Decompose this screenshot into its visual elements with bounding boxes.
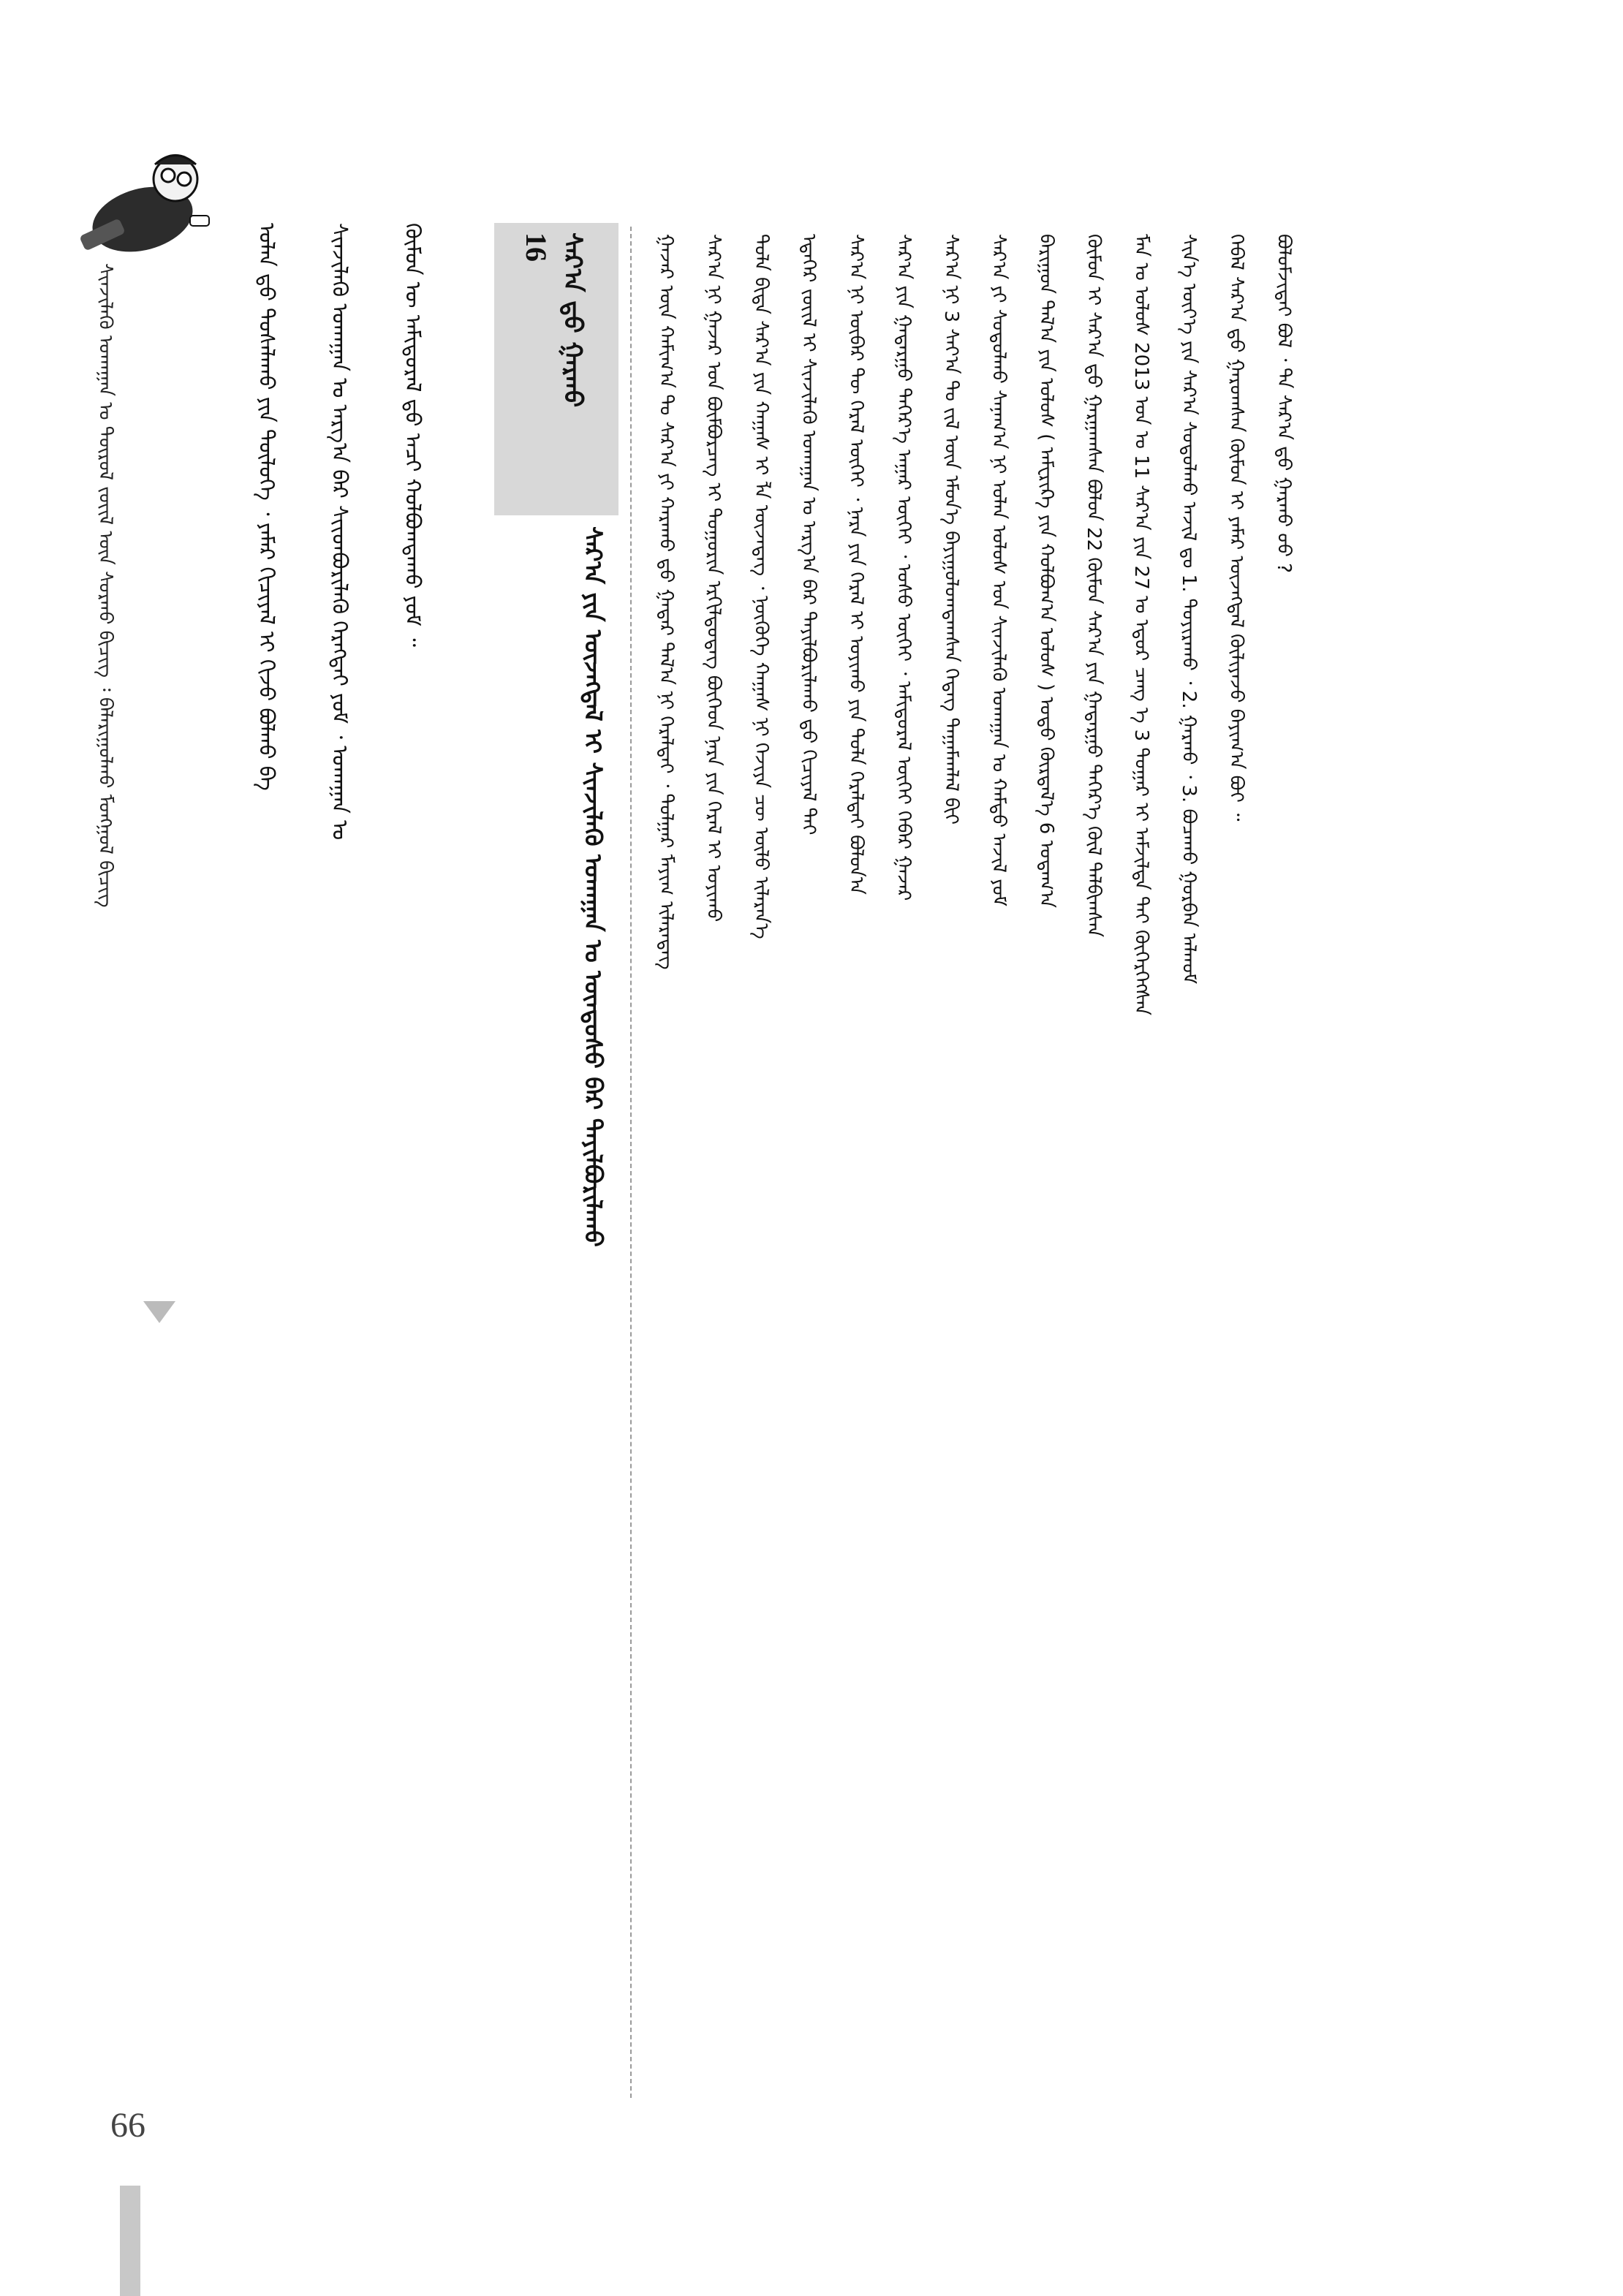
page-number: 66	[110, 2106, 145, 2145]
body-line: ᠮᠠᠨ ᠤ ᠤᠯᠤᠰ 2013 ᠣᠨ ᠤ 11 ᠰᠠᠷ᠎ᠠ ᠶᠢᠨ 27 ᠤ ᠡᠳᠦᠷ ᠴᠠᠩ ᠡ 3 ᠳᠤᠭᠠᠷ ᠢ ᠠᠮᠵᠢᠯᠲᠠ ᠲᠠᠢ ᠬᠥᠭᠡᠷᠭᠡᠭᠰᠡᠨ	[1130, 234, 1152, 1015]
dashed-divider	[630, 227, 632, 2098]
section-title: ᠰᠠᠷ᠎ᠠ ᠳ᠋ᠤ ᠭᠠᠷᠬᠤ	[558, 232, 587, 408]
header-arrow-icon	[143, 1301, 175, 1323]
body-line: ᠡᠳᠡᠭᠡᠷ ᠵᠦᠢᠯ ᠢ ᠰᠢᠨᠵᠢᠯᠡᠬᠦ ᠤᠬᠠᠭᠠᠨ ᠤ ᠠᠷᠭ᠎ᠠ ᠪᠠᠷ ᠲᠠᠶᠢᠯᠪᠤᠷᠢᠯᠠᠬᠤ ᠳ᠋ᠤ ᠬᠢᠴᠢᠶᠡᠯ ᠲᠠᠢ	[798, 234, 820, 836]
section-subtitle: ᠰᠠᠷ᠎ᠠ ᠶᠢᠨ ᠦᠵᠡᠭᠳᠡᠯ ᠢ ᠰᠢᠨᠵᠢᠯᠡᠬᠦ ᠤᠬᠠᠭᠠᠨ ᠤ ᠦᠨᠳᠦᠰᠦ ᠪᠡᠷ ᠲᠠᠶᠢᠯᠪᠤᠷᠢᠯᠠᠬᠤ	[579, 526, 608, 1247]
body-line: ᠰᠠᠷ᠎ᠠ ᠨᠢ ᠭᠠᠵᠠᠷ ᠤᠨ ᠪᠥᠮᠪᠥᠷᠴᠡᠭ ᠢ ᠲᠣᠭᠣᠷᠢᠨ ᠡᠷᠭᠢᠯᠳᠦᠳᠡᠭ ᠪᠥᠭᠡᠳ ᠨᠠᠷᠠ ᠶᠢᠨ ᠭᠡᠷᠡᠯ ᠢ ᠣᠶᠢᠬᠤ	[703, 234, 725, 922]
intro-line: ᠬᠦᠮᠦᠨ ᠦ ᠠᠮᠢᠳᠤᠷᠠᠯ ᠳ᠋ᠤ ᠠᠴᠢ ᠬᠣᠯᠪᠣᠭᠳᠠᠬᠤ ᠶᠤᠮ ᠃	[401, 223, 425, 647]
boy-mascot-icon	[66, 135, 219, 274]
body-line: ᠲᠤᠯᠠ ᠪᠢᠳᠡ ᠰᠠᠷ᠎ᠠ ᠶᠢᠨ ᠬᠠᠭᠠᠰ ᠢ ᠯᠠ ᠦᠵᠡᠳᠡᠭ ᠂ ᠨᠥᠭᠦᠭᠡ ᠬᠠᠭᠠᠰ ᠨᠢ ᠬᠡᠵᠢᠶᠡ ᠴᠦ ᠦᠯᠦ ᠢᠯᠡᠷᠡᠨ᠎ᠡ	[750, 234, 772, 939]
body-line: ᠰᠠᠷ᠎ᠠ ᠨᠢ ᠥᠪᠡᠷ ᠲᠦ ᠭᠡᠷᠡᠯ ᠦᠭᠡᠢ ᠂ ᠨᠠᠷᠠ ᠶᠢᠨ ᠭᠡᠷᠡᠯ ᠢ ᠣᠶᠢᠬᠤ ᠶᠢᠨ ᠲᠤᠯᠠ ᠭᠡᠷᠡᠯᠲᠡᠢ ᠪᠣᠯᠤᠨ᠎ᠠ	[845, 234, 867, 895]
body-line: ᠭᠠᠵᠠᠷ ᠦᠨ ᠬᠠᠮᠢᠭ᠎ᠠ ᠲᠤ ᠰᠠᠷ᠎ᠠ ᠶᠢ ᠬᠠᠷᠠᠬᠤ ᠳ᠋ᠤ ᠭᠠᠳᠠᠷ ᠲᠠᠯ᠎ᠠ ᠨᠢ ᠭᠡᠷᠡᠯᠲᠡᠢ ᠂ ᠲᠤᠯᠭᠠᠷ ᠮᠠᠶᠢᠭ ᠢᠯᠡᠷᠡᠳᠡᠭ	[655, 234, 677, 970]
body-line: ᠰᠠᠷ᠎ᠠ ᠨᠢ 3 ᠰᠠᠶ᠎ᠠ ᠲᠤ ᠵᠢᠯ ᠦᠨ ᠡᠮᠦᠨ᠎ᠡ ᠪᠠᠶᠢᠭᠤᠯᠤᠭᠳᠠᠭᠰᠠᠨ ᠭᠡᠳᠡᠭ ᠲᠠᠭᠠᠮᠠᠭᠯᠠᠯ ᠪᠢᠢ	[940, 234, 962, 825]
body-line: ᠪᠠᠷᠢᠭᠤᠨ ᠲᠠᠯ᠎ᠠ ᠶᠢᠨ ᠤᠯᠤᠰ ( ᠠᠮᠸᠷᠢᠺᠠ ᠶᠢᠨ ᠬᠣᠯᠪᠣᠭ᠎ᠠ ᠤᠯᠤᠰ ) ᠣᠳᠣ ᠬᠦᠷᠲᠡᠯ᠎ᠡ 6 ᠤᠳᠠᠭ᠎ᠠ	[1035, 234, 1057, 908]
page-edge-bar	[120, 2186, 140, 2296]
section-number: 16	[520, 232, 553, 262]
body-line: ᠰᠠᠷ᠎ᠠ ᠶᠢᠨ ᠭᠠᠳᠠᠷᠭᠤ ᠳᠡᠭᠡᠷ᠎ᠡ ᠠᠭᠠᠷ ᠦᠭᠡᠢ ᠂ ᠤᠰᠤ ᠦᠭᠡᠢ ᠂ ᠠᠮᠢᠳᠤᠷᠠᠯ ᠦᠭᠡᠢ ᠬᠡᠪᠡᠷ ᠭᠠᠵᠠᠷ	[893, 234, 915, 901]
intro-line: ᠣᠯᠠᠨ ᠳ᠋ᠤ ᠲᠤᠰᠠᠯᠠᠬᠤ ᠶᠢᠨ ᠲᠥᠯᠥᠭᠡ ᠂ ᠶᠠᠮᠠᠷ ᠬᠢᠴᠢᠶᠡᠯ ᠢ ᠬᠢᠵᠦ ᠪᠣᠯᠬᠤ ᠪᠡ	[254, 223, 279, 791]
running-header: ᠰᠢᠨᠵᠢᠯᠡᠬᠦ ᠤᠬᠠᠭᠠᠨ ᠤ ᠲᠦᠷᠦᠯ ᠵᠦᠢᠯ ᠦᠨ ᠰᠤᠷᠬᠤ ᠪᠢᠴᠢᠭ ᠄ ᠪᠠᠯᠠᠷᠢᠭᠤᠯᠬᠤ ᠮᠣᠩᠭᠣᠯ ᠪᠢᠴᠢᠭ	[94, 263, 116, 908]
body-line: ᠬᠡᠪᠡᠯ ᠰᠠᠷ᠎ᠠ ᠳ᠋ᠤ ᠭᠠᠷᠤᠭᠰᠠᠨ ᠬᠦᠮᠦᠨ ᠢ ᠶᠠᠮᠠᠷ ᠦᠵᠡᠭᠳᠡᠯ ᠬᠦᠯᠢᠶᠡᠵᠦ ᠪᠠᠶᠢᠭ᠎ᠠ ᠪᠣᠢ ᠃	[1225, 234, 1247, 822]
body-line: ᠰᠢᠨ᠎ᠡ ᠦᠶ᠎ᠡ ᠶᠢᠨ ᠰᠠᠷ᠎ᠠ ᠰᠤᠳᠤᠯᠬᠤ ᠠᠵᠢᠯ ᠳᠤ 1. ᠲᠣᠶᠢᠷᠠᠬᠤ ᠂ 2. ᠭᠠᠷᠬᠤ ᠂ 3. ᠪᠤᠴᠠᠬᠤ ᠭᠤᠷᠪᠠᠨ ᠠᠯᠬᠤᠮ	[1178, 234, 1200, 985]
body-line: ᠰᠠᠷ᠎ᠠ ᠶᠢ ᠰᠤᠳᠤᠯᠬᠤ ᠰᠠᠨᠠᠭ᠎ᠠ ᠨᠢ ᠣᠯᠠᠨ ᠤᠯᠤᠰ ᠤᠨ ᠰᠢᠨᠵᠢᠯᠡᠬᠦ ᠤᠬᠠᠭᠠᠨ ᠤ ᠬᠠᠮᠲᠤ ᠠᠵᠢᠯ ᠶᠤᠮ	[988, 234, 1010, 906]
body-line: ᠪᠣᠯᠤᠮᠵᠢᠲᠠᠢ ᠪᠣᠯ ᠂ ᠲᠠ ᠰᠠᠷ᠎ᠠ ᠳ᠋ᠤ ᠭᠠᠷᠬᠤ ᠤᠤ ?	[1273, 234, 1295, 573]
intro-line: ᠰᠢᠨᠵᠢᠯᠡᠬᠦ ᠤᠬᠠᠭᠠᠨ ᠤ ᠠᠷᠭ᠎ᠠ ᠪᠠᠷ ᠰᠢᠢᠳᠪᠦᠷᠢᠯᠡᠬᠦ ᠬᠡᠷᠡᠭᠲᠡᠢ ᠶᠤᠮ ᠂ ᠤᠬᠠᠭᠠᠨ ᠤ	[328, 223, 352, 841]
body-line: ᠬᠦᠮᠦᠨ ᠢ ᠰᠠᠷ᠎ᠠ ᠳ᠋ᠤ ᠭᠠᠷᠭᠠᠭᠰᠠᠨ ᠪᠣᠯᠤᠨ 22 ᠬᠦᠮᠦᠨ ᠰᠠᠷ᠎ᠠ ᠶᠢᠨ ᠭᠠᠳᠠᠷᠭᠤ ᠳᠡᠭᠡᠷ᠎ᠡ ᠬᠥᠯ ᠲᠠᠯᠪᠢᠭᠰᠠᠨ	[1083, 234, 1105, 938]
